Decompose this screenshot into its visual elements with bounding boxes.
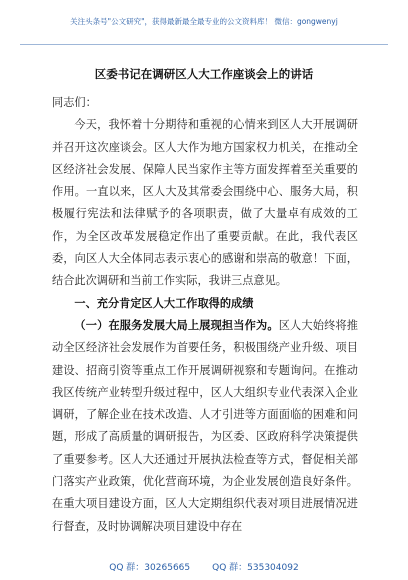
document-title: 区委书记在调研区人大工作座谈会上的讲话 (94, 67, 314, 81)
subsection-lead: （一）在服务发展大局上展现担当作为。 (74, 318, 279, 332)
intro-paragraph: 今天，我怀着十分期待和重视的心情来到区人大开展调研并召开这次座谈会。区人大作为地方国家权力机关，在推动全区经济社会发展、保障人民当家作主等方面发挥着至关重要的作用。一直以来，区人大及其常委会围绕中心、服务大局，积极履行宪法和法律赋予的各项职责，做了大量卓有成效的工作，为全区改革发展稳定作出了重要贡献。在此，我代表区委，向区人大全体同志表示衷心的感谢和崇高的敬意！下面，结合此次调研和当前工作实际，我讲三点意见。 (52, 118, 358, 288)
section-heading: 一、充分肯定区人大工作取得的成绩 (74, 296, 254, 310)
document-body (52, 92, 358, 538)
footer (0, 560, 408, 573)
footer-qq-group-1: QQ 群：30265665 (109, 563, 191, 573)
subsection-paragraph (52, 315, 358, 538)
salutation: 同志们： (52, 96, 97, 109)
header-divider (20, 44, 388, 45)
footer-qq-group-2: QQ 群：535304092 (212, 563, 299, 573)
promo-header: 关注头条号"公文研究"，获得最新最全最专业的公文资料库！ 微信：gongwenyj (70, 17, 338, 26)
subsection-body: 区人大始终将推动全区经济社会发展作为首要任务，积极围绕产业升级、项目建设、招商引资等重点工作开展调研视察和专题询问。在推动我区传统产业转型升级过程中，区人大组织专业代表深入企业调研，了解企业在技术改造、人才引进等方面面临的困难和问题，形成了高质量的调研报告，为区委、区政府科学决策提供了重要参考。区人大还通过开展执法检查等方式，督促相关部门落实产业政策，优化营商环境，为企业发展创造良好条件。在重大项目建设方面，区人大定期组织代表对项目进展情况进行督查，及时协调解决项目建设中存在 (52, 318, 358, 533)
